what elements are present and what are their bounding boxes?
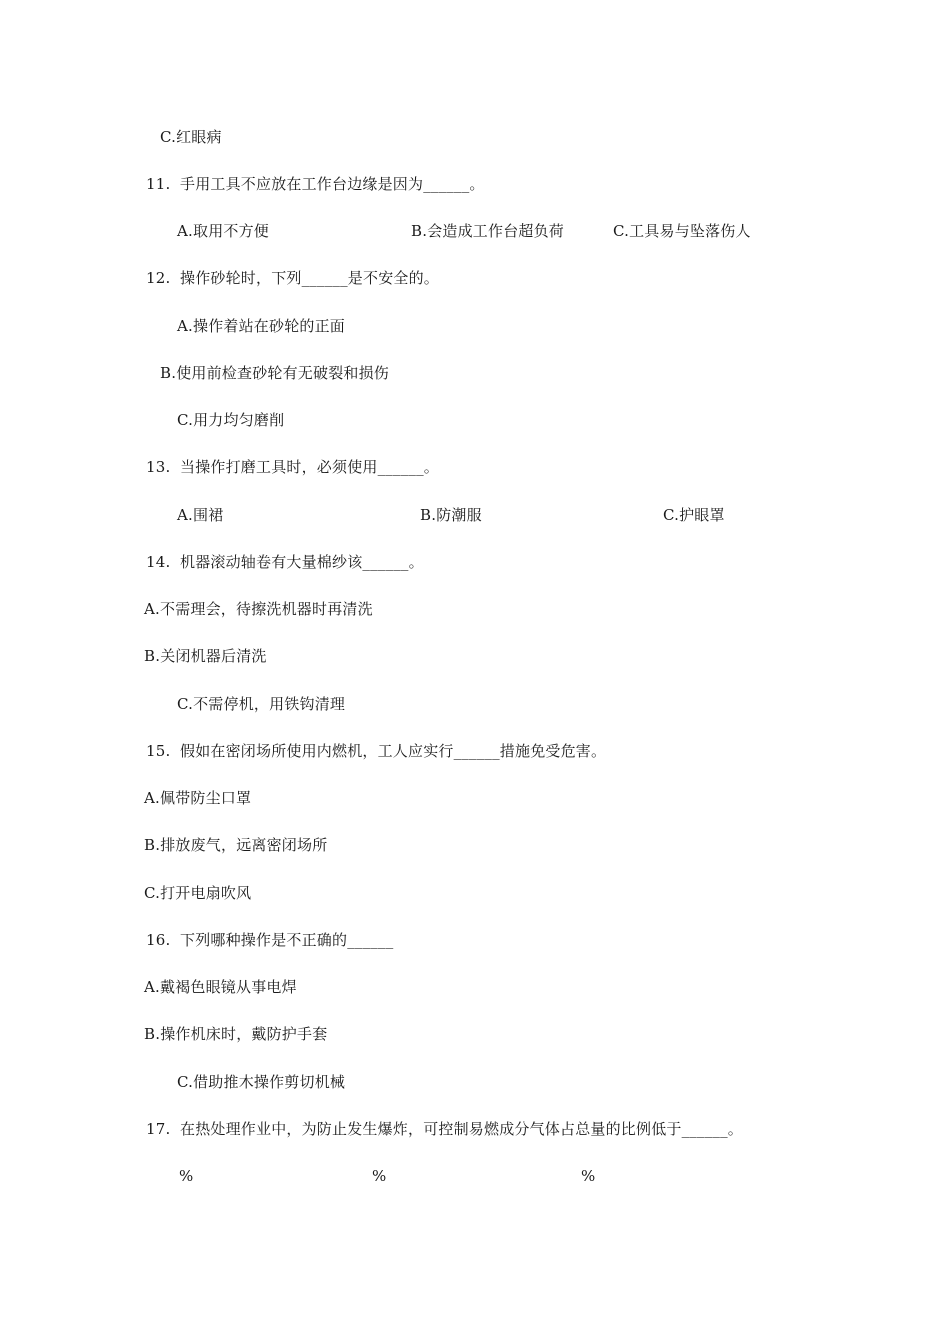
- q11-stem: [146, 174, 485, 194]
- q12-stem: [146, 268, 439, 288]
- q15-option-c: C.打开电扇吹风: [144, 884, 252, 902]
- q13-number: 13.: [146, 458, 171, 476]
- q12-text: 操作砂轮时，下列______是不安全的。: [180, 269, 440, 287]
- q17-number: 17.: [146, 1120, 171, 1138]
- q13-option-b: B.防潮服: [420, 506, 482, 524]
- q11-option-a: A.取用不方便: [177, 222, 270, 240]
- q14-number: 14.: [146, 553, 171, 571]
- q15-option-a: A.佩带防尘口罩: [144, 789, 252, 807]
- q13-text: 当操作打磨工具时，必须使用______。: [180, 458, 440, 476]
- q12-option-b: B.使用前检查砂轮有无破裂和损伤: [160, 364, 389, 382]
- q16-option-b: B.操作机床时，戴防护手套: [144, 1025, 328, 1043]
- q15-text: 假如在密闭场所使用内燃机，工人应实行______措施免受危害。: [180, 742, 607, 760]
- q13-stem: [146, 457, 439, 477]
- q13-option-a: A.围裙: [177, 506, 224, 524]
- q17-stem: [146, 1119, 743, 1139]
- q11-number: 11.: [146, 175, 171, 193]
- q11-option-c: C.工具易与坠落伤人: [613, 222, 751, 240]
- q14-option-b: B.关闭机器后清洗: [144, 647, 267, 665]
- q16-text: 下列哪种操作是不正确的______: [180, 931, 394, 949]
- q14-text: 机器滚动轴卷有大量棉纱该______。: [180, 553, 424, 571]
- q14-option-c: C.不需停机，用铁钩清理: [177, 695, 346, 713]
- q16-option-a: A.戴褐色眼镜从事电焊: [144, 978, 297, 996]
- q15-option-b: B.排放废气，远离密闭场所: [144, 836, 328, 854]
- q17-option-b: %: [372, 1167, 387, 1185]
- q12-option-c: C.用力均匀磨削: [177, 411, 285, 429]
- q16-option-c: C.借助推木操作剪切机械: [177, 1073, 346, 1091]
- q15-stem: [146, 741, 606, 761]
- q14-option-a: A.不需理会，待擦洗机器时再清洗: [144, 600, 373, 618]
- q12-option-a: A.操作着站在砂轮的正面: [177, 317, 346, 335]
- q11-option-b: B.会造成工作台超负荷: [411, 222, 564, 240]
- q15-number: 15.: [146, 742, 171, 760]
- q10-option-c: C.红眼病: [160, 128, 222, 146]
- q12-number: 12.: [146, 269, 171, 287]
- q17-text: 在热处理作业中，为防止发生爆炸，可控制易燃成分气体占总量的比例低于______。: [180, 1120, 744, 1138]
- q16-stem: [146, 930, 393, 950]
- q16-number: 16.: [146, 931, 171, 949]
- q14-stem: [146, 552, 424, 572]
- q17-option-c: %: [581, 1167, 596, 1185]
- q17-option-a: %: [179, 1167, 194, 1185]
- q13-option-c: C.护眼罩: [663, 506, 725, 524]
- q11-text: 手用工具不应放在工作台边缘是因为______。: [180, 175, 485, 193]
